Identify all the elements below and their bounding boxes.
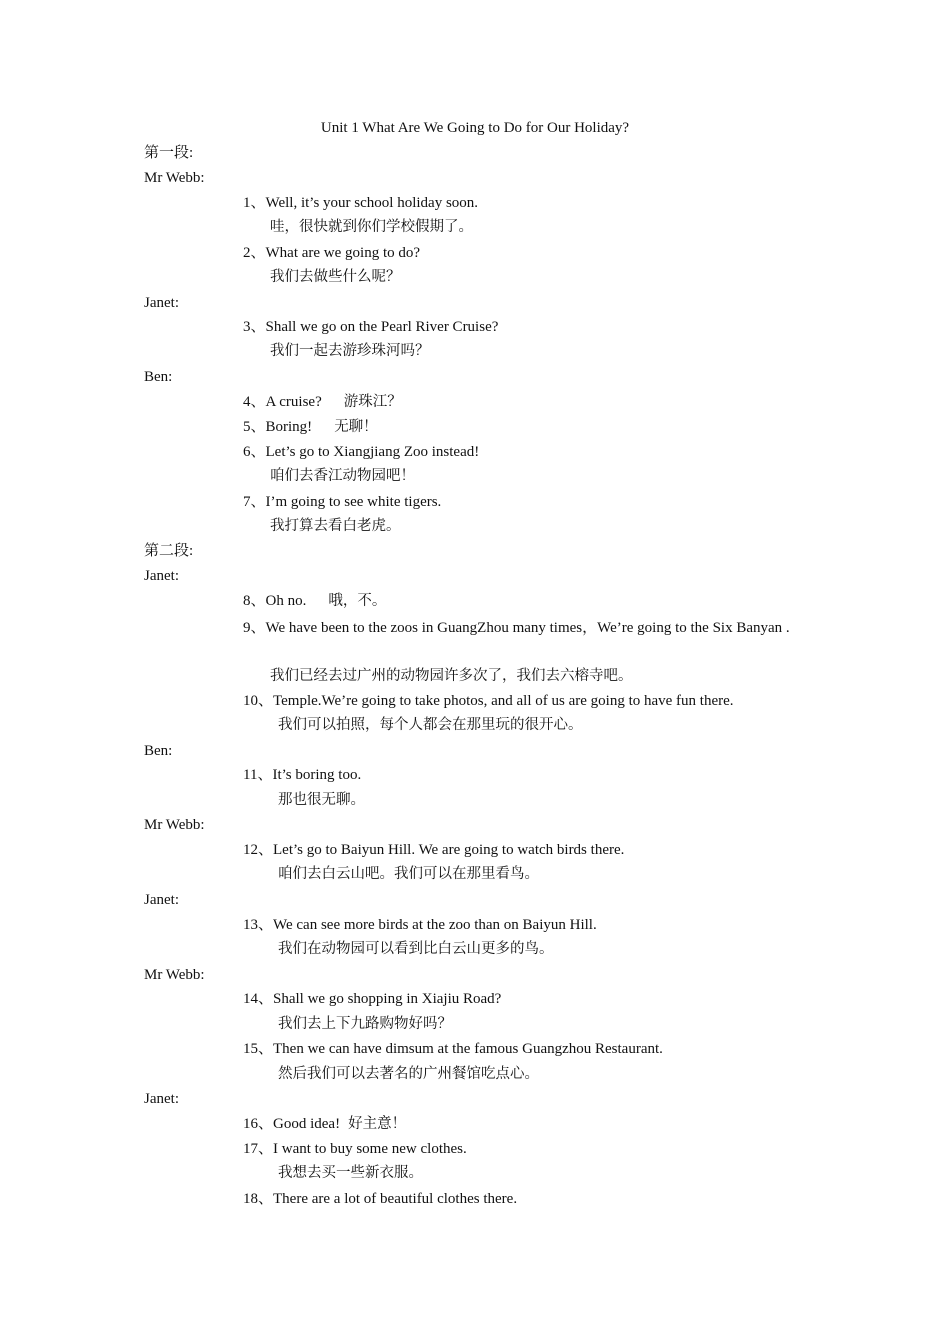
chinese-translation: 游珠江？ xyxy=(343,394,402,410)
dialogue-line-18 xyxy=(243,1189,517,1209)
english-text: Then we can have dimsum at the famous Guangzhou Restaurant. xyxy=(273,1041,663,1057)
line-number: 18、 xyxy=(243,1191,274,1207)
chinese-translation: 咱们去香江动物园吧！ xyxy=(270,468,415,484)
chinese-translation: 我们一起去游珍珠河吗？ xyxy=(270,343,430,359)
chinese-translation: 我们已经去过广州的动物园许多次了，我们去六榕寺吧。 xyxy=(270,668,633,684)
dialogue-line-16 xyxy=(243,1114,406,1134)
line-number: 3、 xyxy=(243,319,266,335)
dialogue-line-15 xyxy=(243,1039,663,1059)
english-text: We have been to the zoos in GuangZhou many times，We’re going to the Six Banyan . xyxy=(265,620,790,636)
chinese-translation: 哇，很快就到你们学校假期了。 xyxy=(270,219,473,235)
chinese-translation: 我想去买一些新衣服。 xyxy=(278,1165,423,1181)
chinese-translation: 我们去做些什么呢？ xyxy=(270,269,401,285)
line-number: 16、 xyxy=(243,1116,274,1132)
english-text: It’s boring too. xyxy=(272,767,362,783)
english-text: Temple.We’re going to take photos, and all of us are going to have fun there. xyxy=(273,693,734,709)
speaker-label: Janet: xyxy=(144,1091,179,1107)
speaker-label: Janet: xyxy=(144,892,179,908)
english-text: I’m going to see white tigers. xyxy=(265,494,442,510)
document-title: Unit 1 What Are We Going to Do for Our Holiday? xyxy=(320,120,630,136)
line-number: 10、 xyxy=(243,693,274,709)
chinese-translation: 好主意！ xyxy=(348,1116,407,1132)
dialogue-line-8 xyxy=(243,591,386,611)
chinese-translation: 咱们去白云山吧。我们可以在那里看鸟。 xyxy=(278,866,539,882)
line-number: 6、 xyxy=(243,444,266,460)
dialogue-line-5 xyxy=(243,417,378,437)
chinese-translation: 我们可以拍照，每个人都会在那里玩的很开心。 xyxy=(278,717,583,733)
speaker-label: Janet: xyxy=(144,568,179,584)
line-number: 12、 xyxy=(243,842,274,858)
line-number: 13、 xyxy=(243,917,274,933)
section-heading-2: 第二段: xyxy=(144,543,194,559)
dialogue-line-1 xyxy=(243,193,478,213)
chinese-translation: 无聊！ xyxy=(334,419,378,435)
english-text: There are a lot of beautiful clothes there. xyxy=(273,1191,518,1207)
english-text: Shall we go on the Pearl River Cruise? xyxy=(265,319,499,335)
chinese-translation: 哦，不。 xyxy=(328,593,387,609)
line-number: 9、 xyxy=(243,620,266,636)
speaker-label: Janet: xyxy=(144,295,179,311)
english-text: Well, it’s your school holiday soon. xyxy=(265,195,479,211)
dialogue-line-7 xyxy=(243,492,441,512)
line-number: 2、 xyxy=(243,245,266,261)
dialogue-line-14 xyxy=(243,989,501,1009)
dialogue-line-6 xyxy=(243,442,479,462)
english-text: What are we going to do? xyxy=(265,245,421,261)
line-number: 4、 xyxy=(243,394,266,410)
chinese-translation: 那也很无聊。 xyxy=(278,792,365,808)
english-text: A cruise? xyxy=(265,394,322,410)
dialogue-line-2 xyxy=(243,243,420,263)
speaker-label: Mr Webb: xyxy=(144,170,205,186)
speaker-label: Ben: xyxy=(144,369,173,385)
dialogue-line-3 xyxy=(243,317,498,337)
dialogue-line-10 xyxy=(243,691,734,711)
dialogue-line-13 xyxy=(243,915,597,935)
english-text: Shall we go shopping in Xiajiu Road? xyxy=(273,991,502,1007)
line-number: 5、 xyxy=(243,419,266,435)
line-number: 15、 xyxy=(243,1041,274,1057)
dialogue-line-17 xyxy=(243,1139,467,1159)
english-text: We can see more birds at the zoo than on Baiyun Hill. xyxy=(273,917,597,933)
line-number: 14、 xyxy=(243,991,274,1007)
speaker-label: Mr Webb: xyxy=(144,967,205,983)
line-number: 17、 xyxy=(243,1141,274,1157)
line-number: 1、 xyxy=(243,195,266,211)
section-heading-1: 第一段: xyxy=(144,145,194,161)
line-number: 7、 xyxy=(243,494,266,510)
chinese-translation: 我打算去看白老虎。 xyxy=(270,518,401,534)
english-text: Let’s go to Xiangjiang Zoo instead! xyxy=(265,444,480,460)
english-text: Boring! xyxy=(265,419,313,435)
speaker-label: Ben: xyxy=(144,743,173,759)
chinese-translation: 我们去上下九路购物好吗？ xyxy=(278,1016,452,1032)
chinese-translation: 我们在动物园可以看到比白云山更多的鸟。 xyxy=(278,941,554,957)
dialogue-line-11 xyxy=(243,765,361,785)
line-number: 8、 xyxy=(243,593,266,609)
speaker-label: Mr Webb: xyxy=(144,817,205,833)
english-text: I want to buy some new clothes. xyxy=(273,1141,467,1157)
english-text: Oh no. xyxy=(265,593,307,609)
line-number: 11、 xyxy=(243,767,273,783)
english-text: Let’s go to Baiyun Hill. We are going to watch birds there. xyxy=(273,842,625,858)
chinese-translation: 然后我们可以去著名的广州餐馆吃点心。 xyxy=(278,1066,539,1082)
dialogue-line-4 xyxy=(243,392,402,412)
dialogue-line-12 xyxy=(243,840,624,860)
dialogue-line-9 xyxy=(243,616,823,640)
english-text: Good idea! xyxy=(273,1116,341,1132)
